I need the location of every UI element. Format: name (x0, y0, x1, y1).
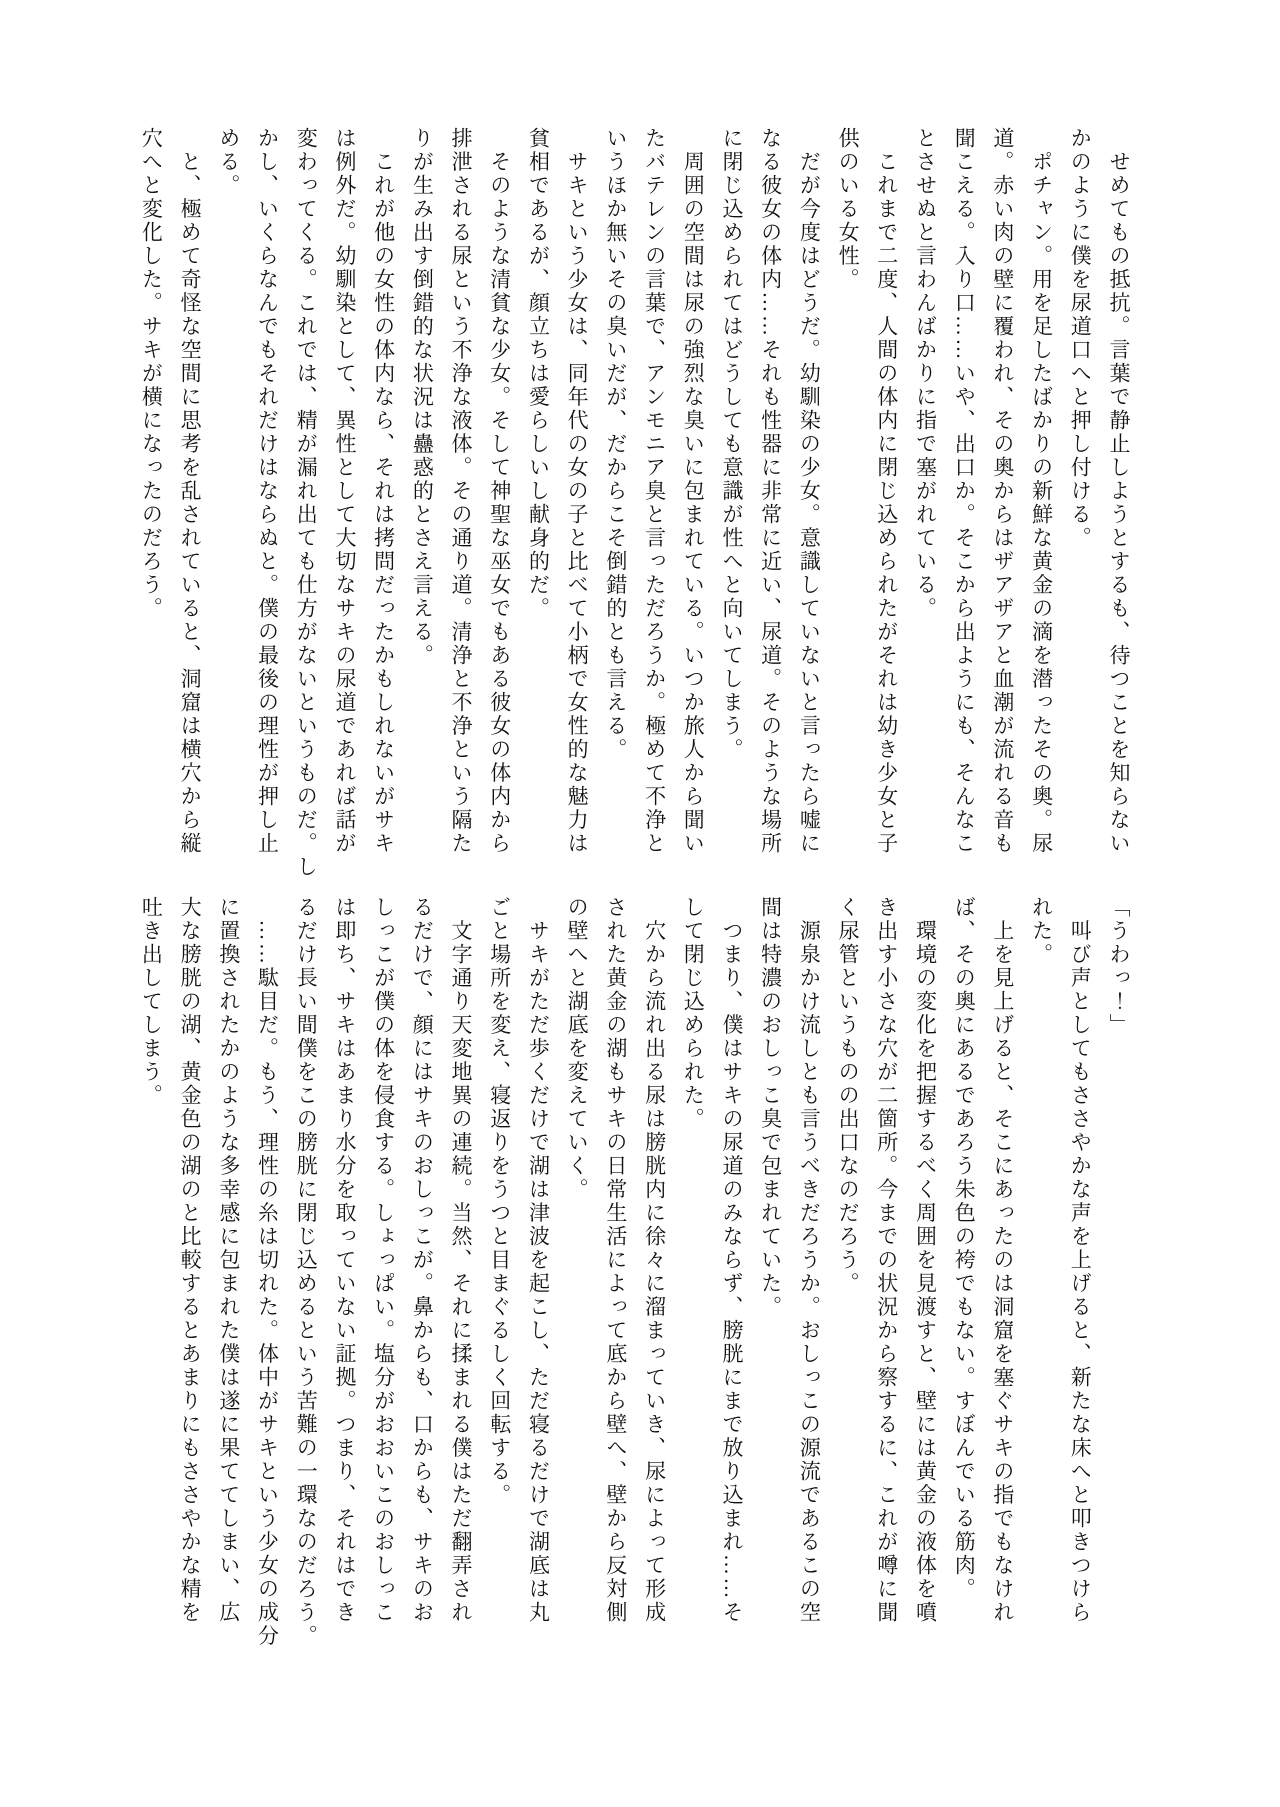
text-line: 貧相であるが、顔立ちは愛らしいし献身的だ。 (526, 127, 551, 621)
text-line: 大な膀胱の湖、黄金色の湖のと比較するとあまりにもささやかな精を (178, 896, 203, 1625)
text-line: 穴から流れ出る尿は膀胱内に徐々に溜まっていき、尿によって形成 (642, 896, 667, 1625)
text-line: いうほか無いその臭いだが、だからこそ倒錯的とも言える。 (603, 127, 628, 762)
text-line: るだけで、顔にはサキのおしっこが。鼻からも、口からも、サキのお (410, 896, 435, 1625)
text-line: 排泄される尿という不浄な液体。その通り道。清浄と不浄という隔た (449, 127, 474, 856)
text-line: サキがただ歩くだけで湖は津波を起こし、ただ寝るだけで湖底は丸 (526, 896, 551, 1625)
text-line: の壁へと湖底を変えていく。 (565, 896, 590, 1202)
text-line: なる彼女の体内……それも性器に非常に近い、尿道。そのような場所 (758, 127, 783, 856)
text-line: これが他の女性の体内なら、それは拷問だったかもしれないがサキ (371, 127, 396, 856)
text-line: たバテレンの言葉で、アンモニア臭と言っただろうか。極めて不浄と (642, 127, 667, 856)
text-line: だが今度はどうだ。幼馴染の少女。意識していないと言ったら嘘に (797, 127, 822, 856)
text-line: ポチャン。用を足したばかりの新鮮な黄金の滴を潜ったその奥。尿 (1029, 127, 1054, 856)
text-line: りが生み出す倒錯的な状況は蠱惑的とさえ言える。 (410, 127, 435, 668)
text-line: は即ち、サキはあまり水分を取っていない証拠。つまり、それはでき (332, 896, 357, 1625)
text-line: ば、その奥にあるであろう朱色の袴でもない。すぼんでいる筋肉。 (952, 896, 977, 1601)
text-line: 叫び声としてもささやかな声を上げると、新たな床へと叩きつけら (1068, 896, 1093, 1625)
text-line: 供のいる女性。 (836, 127, 861, 292)
text-line: 文字通り天変地異の連続。当然、それに揉まれる僕はただ翻弄され (449, 896, 474, 1625)
text-line: ごと場所を変え、寝返りをうつと目まぐるしく回転する。 (487, 896, 512, 1507)
text-line: せめてもの抵抗。言葉で静止しようとするも、待つことを知らない (1107, 127, 1131, 856)
text-line: しっこが僕の体を侵食する。しょっぱい。塩分がおおいこのおしっこ (371, 896, 396, 1625)
text-line: して閉じ込められた。 (681, 896, 706, 1131)
text-line: に閉じ込められてはどうしても意識が性へと向いてしまう。 (719, 127, 744, 762)
text-line: 「うわっ！」 (1107, 896, 1131, 1037)
text-line: かのように僕を尿道口へと押し付ける。 (1068, 127, 1093, 550)
text-line: は例外だ。幼馴染として、異性として大切なサキの尿道であれば話が (332, 127, 357, 856)
text-line: と、極めて奇怪な空間に思考を乱されていると、洞窟は横穴から縦 (178, 127, 203, 856)
text-line: 聞こえる。入り口……いや、出口か。そこから出ようにも、そんなこ (952, 127, 977, 856)
text-line: つまり、僕はサキの尿道のみならず、膀胱にまで放り込まれ……そ (719, 896, 744, 1625)
text-line: 穴へと変化した。サキが横になったのだろう。 (139, 127, 164, 621)
text-line: く尿管というものの出口なのだろう。 (836, 896, 861, 1296)
text-line: 環境の変化を把握するべく周囲を見渡すと、壁には黄金の液体を噴 (913, 896, 938, 1625)
text-line: に置換されたかのような多幸感に包まれた僕は遂に果ててしまい、広 (216, 896, 241, 1625)
text-line: 周囲の空間は尿の強烈な臭いに包まれている。いつか旅人から聞い (681, 127, 706, 856)
text-line: サキという少女は、同年代の女の子と比べて小柄で女性的な魅力は (565, 127, 590, 856)
text-line: 吐き出してしまう。 (139, 896, 164, 1108)
text-line: 源泉かけ流しとも言うべきだろうか。おしっこの源流であるこの空 (797, 896, 822, 1625)
text-line: 間は特濃のおしっこ臭で包まれていた。 (758, 896, 783, 1319)
text-line: 道。赤い肉の壁に覆われ、その奥からはザアザアと血潮が流れる音も (990, 127, 1015, 856)
top-text-block (132, 127, 1138, 909)
text-line: そのような清貧な少女。そして神聖な巫女でもある彼女の体内から (487, 127, 512, 856)
text-line: き出す小さな穴が二箇所。今までの状況から察するに、これが噂に聞 (874, 896, 899, 1625)
text-line: これまで二度、人間の体内に閉じ込められたがそれは幼き少女と子 (874, 127, 899, 856)
text-line: された黄金の湖もサキの日常生活によって底から壁へ、壁から反対側 (603, 896, 628, 1625)
text-line: るだけ長い間僕をこの膀胱に閉じ込めるという苦難の一環なのだろう。 (294, 896, 319, 1648)
text-line: れた。 (1029, 896, 1054, 967)
text-line: ……駄目だ。もう、理性の糸は切れた。体中がサキという少女の成分 (255, 896, 280, 1648)
text-line: める。 (216, 127, 241, 198)
text-line: とさせぬと言わんばかりに指で塞がれている。 (913, 127, 938, 621)
text-line: 上を見上げると、そこにあったのは洞窟を塞ぐサキの指でもなけれ (990, 896, 1015, 1625)
text-line: 変わってくる。これでは、精が漏れ出ても仕方がないというものだ。し (294, 127, 319, 879)
text-line: かし、いくらなんでもそれだけはならぬと。僕の最後の理性が押し止 (255, 127, 280, 856)
bottom-text-block (132, 896, 1138, 1678)
